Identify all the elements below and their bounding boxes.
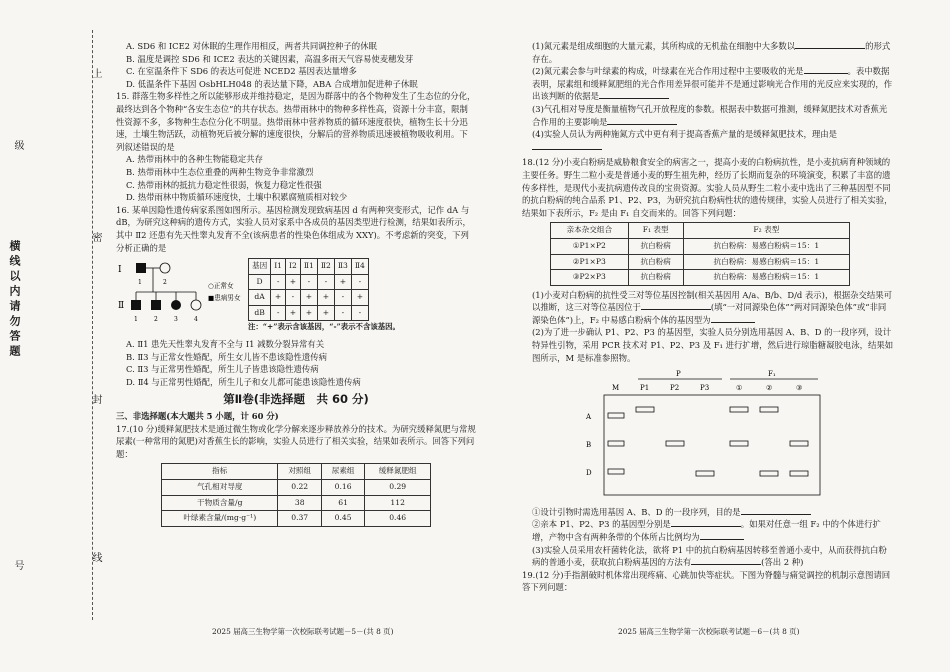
q17-part4	[522, 128, 894, 153]
gene-table-cell: +	[351, 290, 368, 306]
q18-table-th: F₁ 表型	[628, 223, 683, 239]
q17-table-cell: 气孔相对导度	[162, 480, 278, 496]
q17-part1-text: (1)氮元素是组成细胞的大量元素，其所构成的无机盐在细胞中大多数以	[532, 41, 796, 51]
q17-part2-tail: 。表中数据表明，尿素组和缓释氮肥组的光合作用差异很可能并不是通过影响光合作用的光反应来实现的，作出该判断的依据是	[532, 66, 893, 102]
answer-blank[interactable]	[671, 518, 741, 527]
gel-band-marker	[608, 441, 624, 446]
q17-part4-text: (4)实验人员认为两种施氮方式中更有利于提高香蕉产量的是缓释氮肥技术，理由是	[532, 129, 837, 140]
gene-table-cell: +	[300, 305, 317, 321]
gene-table-cell: +	[317, 305, 334, 321]
q18-part2: (2)为了进一步确认 P1、P2、P3 的基因型，实验人员分别选用基因 A、B、D 的一段序列，设计特异性引物，采用 PCR 技术对 P1、P2、P3 及 F₁ 进行扩增，然后进行琼脂糖凝胶电泳，结果如图所示，M 是标准参照物。	[532, 327, 894, 363]
q17-table-row	[162, 511, 431, 527]
gel-group-p-label: P	[676, 370, 681, 379]
left-page	[116, 40, 476, 527]
q17-table	[161, 463, 431, 526]
q17-part2	[522, 65, 894, 103]
q18-table-cell: 抗白粉病：易感白粉病＝15：1	[683, 270, 849, 286]
gel-lane-label: ①	[736, 384, 743, 393]
gel-frame	[604, 395, 820, 495]
q17-table-th: 缓释氮肥组	[365, 464, 431, 480]
q18-part2-2-tail: 。如果对任意一组 F₂ 中的个体进行扩增，产物中含有两种条带的个体所占比例均为	[532, 519, 881, 543]
gel-lane-label: ②	[766, 384, 773, 393]
gel-band	[730, 441, 748, 446]
q17-table-cell: 61	[321, 495, 364, 511]
pedigree-I1-affected-male	[136, 263, 146, 273]
q17-stem: 17.(10 分)缓释氮肥技术是通过微生物或化学分解来逐步释放养分的技术。为研究缓释氮肥与常规尿素(一种常用的氮肥)对香蕉生长的影响，实验人员进行了相关实验，结果如表所示。回答下列问题：	[116, 423, 476, 459]
pedigree-chart	[116, 258, 244, 336]
gel-band	[730, 407, 748, 412]
gel-lane-label: P3	[700, 384, 710, 393]
binding-mark-1: 级	[12, 140, 23, 151]
answer-blank[interactable]	[641, 301, 711, 310]
gel-lane-label: ③	[796, 384, 803, 393]
q18-part3-tail: (答出 2 种)	[761, 557, 804, 568]
gel-band	[760, 471, 778, 476]
gel-band	[760, 407, 778, 412]
gene-table-th: Ⅱ4	[351, 259, 368, 275]
section-3-heading: 三、非选择题(本大题共 5 小题，计 60 分)	[116, 411, 279, 422]
q17-table-cell: 0.16	[321, 480, 364, 496]
gene-table-cell: -	[351, 305, 368, 321]
gene-table	[248, 258, 369, 321]
gel-band-marker	[608, 413, 624, 418]
gene-table-cell: D	[249, 274, 271, 290]
q18-stem: 18.(12 分)小麦白粉病是威胁粮食安全的病害之一，提高小麦的白粉病抗性，是小麦抗病育种领域的主要任务。野生二粒小麦是普通小麦的野生祖先种，经历了长期而复杂的环境演变，积累了丰富的遗传多样性，是现代小麦抗病遗传改良的宝贵资源。实验人员从野生二粒小麦中选出了三种基因型不同的抗白粉病的纯合品系 P1、P2、P3，为研究抗白粉病性状的遗传规律，实验人员进行了相关实验，结果如下表所示，F₂ 是由 F₁ 自交而来的。回答下列问题：	[522, 157, 893, 218]
q18-part2-2	[522, 518, 894, 543]
answer-blank[interactable]	[795, 40, 865, 49]
pedigree-II2-affected-male	[151, 300, 161, 310]
gel-group-f1-label: F₁	[768, 370, 776, 379]
q17-table-cell: 0.45	[321, 511, 364, 527]
gene-table-row	[249, 305, 369, 321]
gel-row-label: B	[586, 441, 592, 450]
gene-table-cell: dB	[249, 305, 271, 321]
cut-line	[92, 30, 93, 620]
binding-mark-2: 号	[12, 560, 23, 571]
q16-stem: 16. 某单因隐性遗传病家系图如图所示。基因检测发现致病基因 d 有两种突变形式，记作 dA 与 dB，为研究这种病的遗传方式，实验人员对家系中各成员的基因类型进行检测，结果如表所示，其中 Ⅱ2 还患有先天性睾丸发育不全(该病患者的性染色体组成为 XXY)。不考虑新的突变，下列分析正确的是	[116, 204, 471, 253]
gel-lane-label: M	[612, 384, 620, 393]
q18-part3-text: (3)实验人员采用农杆菌转化法，欲将 P1 中的抗白粉病基因转移至普通小麦中，从而获得抗白粉病的普通小麦，获取抗白粉病基因的方法有	[532, 544, 887, 568]
q17-table-th: 尿素组	[321, 464, 364, 480]
gene-table-th: Ⅱ1	[300, 259, 317, 275]
answer-blank[interactable]	[711, 314, 755, 323]
q14-option-c: C. 在室温条件下 SD6 的表达可促进 NCED2 基因表达量增多	[126, 66, 357, 77]
gene-table-th: Ⅱ2	[317, 259, 334, 275]
pedigree-legend-normal: ○正常女	[208, 282, 234, 291]
gel-row-label: A	[586, 413, 592, 422]
q18-table-cell: 抗白粉病：易感白粉病＝15：1	[683, 254, 849, 270]
pedigree-legend-affected: ■患病男女	[208, 294, 241, 303]
answer-blank[interactable]	[607, 116, 677, 125]
q14-option-b: B. 温度是调控 SD6 和 ICE2 表达的关键因素，高温多雨天气容易使麦穗发芽	[126, 53, 414, 64]
q17-table-row	[162, 495, 431, 511]
answer-blank[interactable]	[532, 141, 602, 150]
q17-table-cell: 0.29	[365, 480, 431, 496]
q14-option-d: D. 低温条件下基因 OsbHLH048 的表达量下降，ABA 合成增加促进种子休眠	[126, 78, 418, 89]
answer-blank[interactable]	[599, 90, 669, 99]
q17-part1	[522, 40, 894, 65]
answer-blank[interactable]	[700, 531, 744, 540]
q16-option-d: D. Ⅱ4 与正常男性婚配，所生儿子和女儿都可能患该隐性遗传病	[126, 376, 361, 387]
gene-table-cell: +	[300, 290, 317, 306]
gene-table-cell: -	[317, 274, 334, 290]
pedigree-II3-affected-female	[171, 300, 181, 310]
gene-table-row	[249, 290, 369, 306]
gel-band-marker	[608, 469, 624, 474]
q17-table-row	[162, 480, 431, 496]
q17-table-cell: 叶绿素含量/(mg·g⁻¹)	[162, 511, 278, 527]
pedigree-I1-number: 1	[138, 279, 142, 287]
q18-part2-1	[522, 506, 894, 519]
q18-table-th: 亲本杂交组合	[551, 223, 629, 239]
gene-table-cell: +	[334, 274, 351, 290]
q16-option-c: C. Ⅱ3 与正常男性婚配，所生儿子皆患该隐性遗传病	[126, 364, 319, 375]
gene-table-th: Ⅰ2	[286, 259, 301, 275]
pedigree-gen2-label: Ⅱ	[118, 301, 125, 312]
q17-table-cell: 0.37	[278, 511, 321, 527]
gene-table-cell: +	[286, 274, 301, 290]
gene-table-wrap	[248, 258, 400, 334]
answer-blank[interactable]	[691, 556, 761, 565]
q15-stem: 15. 群落生物多样性之所以能够形成并维持稳定，是因为群落中的各个物种发生了生态位的分化，最终达到各个物种“各安生态位”的共存状态。热带雨林中的物种多样性高，资源十分丰富，限制性资源不多，多物种生态位分化不明显。热带雨林中营养物质的循环速度很快，植物生长十分迅速，土壤生物活跃，动植物死后被分解的速度很快，分解后的营养物质迅速被植物吸收利用。下列叙述错误的是	[116, 91, 476, 152]
gel-band	[666, 441, 684, 446]
section-2-title: 第Ⅱ卷(非选择题 共 60 分)	[223, 392, 369, 407]
gene-table-cell: -	[271, 305, 286, 321]
q18-table-row	[551, 254, 850, 270]
q18-part2-1-text: ①设计引物时需选用基因 A、B、D 的一段序列，目的是	[532, 506, 741, 517]
gene-table-cell: -	[334, 305, 351, 321]
answer-blank[interactable]	[804, 65, 848, 74]
q18-part1	[522, 289, 894, 327]
q18-table-row	[551, 238, 850, 254]
pedigree-II2-number: 2	[154, 316, 158, 324]
gel-band	[636, 407, 654, 412]
gene-table-th: Ⅰ1	[271, 259, 286, 275]
gel-band	[696, 471, 714, 476]
q18-table-th: F₂ 表型	[683, 223, 849, 239]
q17-part1-tail: 的形式存在。	[532, 41, 891, 64]
q18-table-row	[551, 270, 850, 286]
pedigree-I2-normal-female	[160, 263, 170, 273]
q16-option-b: B. Ⅱ3 与正常女性婚配，所生女儿皆不患该隐性遗传病	[126, 351, 328, 362]
right-page	[522, 40, 894, 594]
gene-table-cell: -	[271, 274, 286, 290]
q18-table-header	[551, 223, 850, 239]
q15-option-c: C. 热带雨林的抵抗力稳定性很弱，恢复力稳定性很强	[126, 179, 322, 190]
q17-part2-text: (2)氮元素会参与叶绿素的构成，叶绿素在光合作用过程中主要吸收的光是	[532, 66, 804, 77]
answer-blank[interactable]	[741, 506, 811, 515]
q18-table-cell: ②P1×P3	[551, 254, 629, 270]
gel-lane-label: P2	[670, 384, 680, 393]
pedigree-gen1-label: Ⅰ	[118, 265, 122, 276]
q17-table-cell: 38	[278, 495, 321, 511]
pedigree-I2-number: 2	[163, 279, 167, 287]
q17-table-th: 指标	[162, 464, 278, 480]
q17-table-cell: 0.22	[278, 480, 321, 496]
gene-table-note: 注：“+”表示含该基因，“-”表示不含该基因。	[248, 322, 400, 332]
gel-band	[790, 441, 808, 446]
gene-table-row	[249, 274, 369, 290]
q17-part3-text: (3)气孔相对导度是衡量植物气孔开放程度的参数。根据表中数据可推测，缓释氮肥技术对香蕉光合作用的主要影响是	[532, 103, 888, 127]
q17-table-header	[162, 464, 431, 480]
gene-table-header	[249, 259, 369, 275]
q17-table-th: 对照组	[278, 464, 321, 480]
pedigree-II1-affected-male	[131, 300, 141, 310]
gene-table-th: Ⅱ3	[334, 259, 351, 275]
left-footer: 2025 届高三生物学第一次校际联考试题－5－(共 8 页)	[212, 627, 394, 636]
q18-table-cell: 抗白粉病	[628, 270, 683, 286]
gel-band	[790, 471, 808, 476]
pedigree-II4-normal-female	[191, 300, 201, 310]
gene-table-cell: -	[334, 290, 351, 306]
q16-figures	[116, 258, 476, 336]
right-footer: 2025 届高三生物学第一次校际联考试题－6－(共 8 页)	[618, 627, 800, 636]
q17-table-cell: 112	[365, 495, 431, 511]
pedigree-II4-number: 4	[194, 316, 198, 324]
gene-table-cell: -	[300, 274, 317, 290]
binding-label-4: 线	[90, 552, 101, 563]
gene-table-th: 基因	[249, 259, 271, 275]
binding-label-1: 上	[90, 68, 101, 79]
q18-part1-tail: (填“一对同源染色体”“两对同源染色体”或“非同源染色体”)上，F₂ 中易感白粉病个体的基因型为	[532, 302, 887, 325]
q18-table	[550, 222, 850, 285]
q17-table-cell: 0.46	[365, 511, 431, 527]
gene-table-cell: +	[317, 290, 334, 306]
q15-option-b: B. 热带雨林中生态位重叠的两种生物竞争非常激烈	[126, 166, 314, 177]
q15-option-d: D. 热带雨林中物质循环速度快，土壤中积累腐殖质相对较少	[126, 192, 348, 203]
electrophoresis-gel	[582, 367, 822, 499]
q18-table-cell: ①P1×P2	[551, 238, 629, 254]
q19-stem: 19.(12 分)手指割破时机体常出现疼痛、心跳加快等症状。下图为脊髓与痛觉调控的机制示意图请回答下列问题：	[522, 569, 891, 593]
binding-warning: 横线以内请勿答题	[8, 240, 21, 360]
gene-table-cell: -	[286, 290, 301, 306]
q18-part1-text: (1)小麦对白粉病的抗性受三对等位基因控制(相关基因用 A/a、B/b、D/d 表示)，根据杂交结果可以推断，这三对等位基因位于	[532, 289, 892, 313]
gene-table-cell: -	[351, 274, 368, 290]
q18-table-cell: 抗白粉病：易感白粉病＝15：1	[683, 238, 849, 254]
q18-table-cell: 抗白粉病	[628, 238, 683, 254]
q17-part3	[522, 103, 894, 128]
binding-label-3: 封	[90, 394, 101, 405]
gene-table-cell: dA	[249, 290, 271, 306]
gel-row-label: D	[586, 469, 592, 478]
q18-part3	[522, 544, 894, 569]
q18-table-cell: 抗白粉病	[628, 254, 683, 270]
binding-label-2: 密	[90, 232, 101, 243]
q16-option-a: A. Ⅱ1 患先天性睾丸发育不全与 Ⅰ1 减数分裂异常有关	[126, 339, 325, 350]
q15-option-a: A. 热带雨林中的各种生物能稳定共存	[126, 154, 263, 165]
q18-part2-2-text: ②亲本 P1、P2、P3 的基因型分别是	[532, 519, 671, 530]
pedigree-II1-number: 1	[134, 316, 138, 324]
q14-option-a: A. SD6 和 ICE2 对休眠的生理作用相反，两者共同调控种子的休眠	[126, 41, 377, 51]
q17-table-cell: 干物质含量/g	[162, 495, 278, 511]
q18-table-cell: ③P2×P3	[551, 270, 629, 286]
gene-table-cell: +	[271, 290, 286, 306]
gene-table-cell: +	[286, 305, 301, 321]
gel-lane-label: P1	[640, 384, 650, 393]
binding-margin	[0, 0, 112, 672]
pedigree-II3-number: 3	[174, 316, 178, 324]
